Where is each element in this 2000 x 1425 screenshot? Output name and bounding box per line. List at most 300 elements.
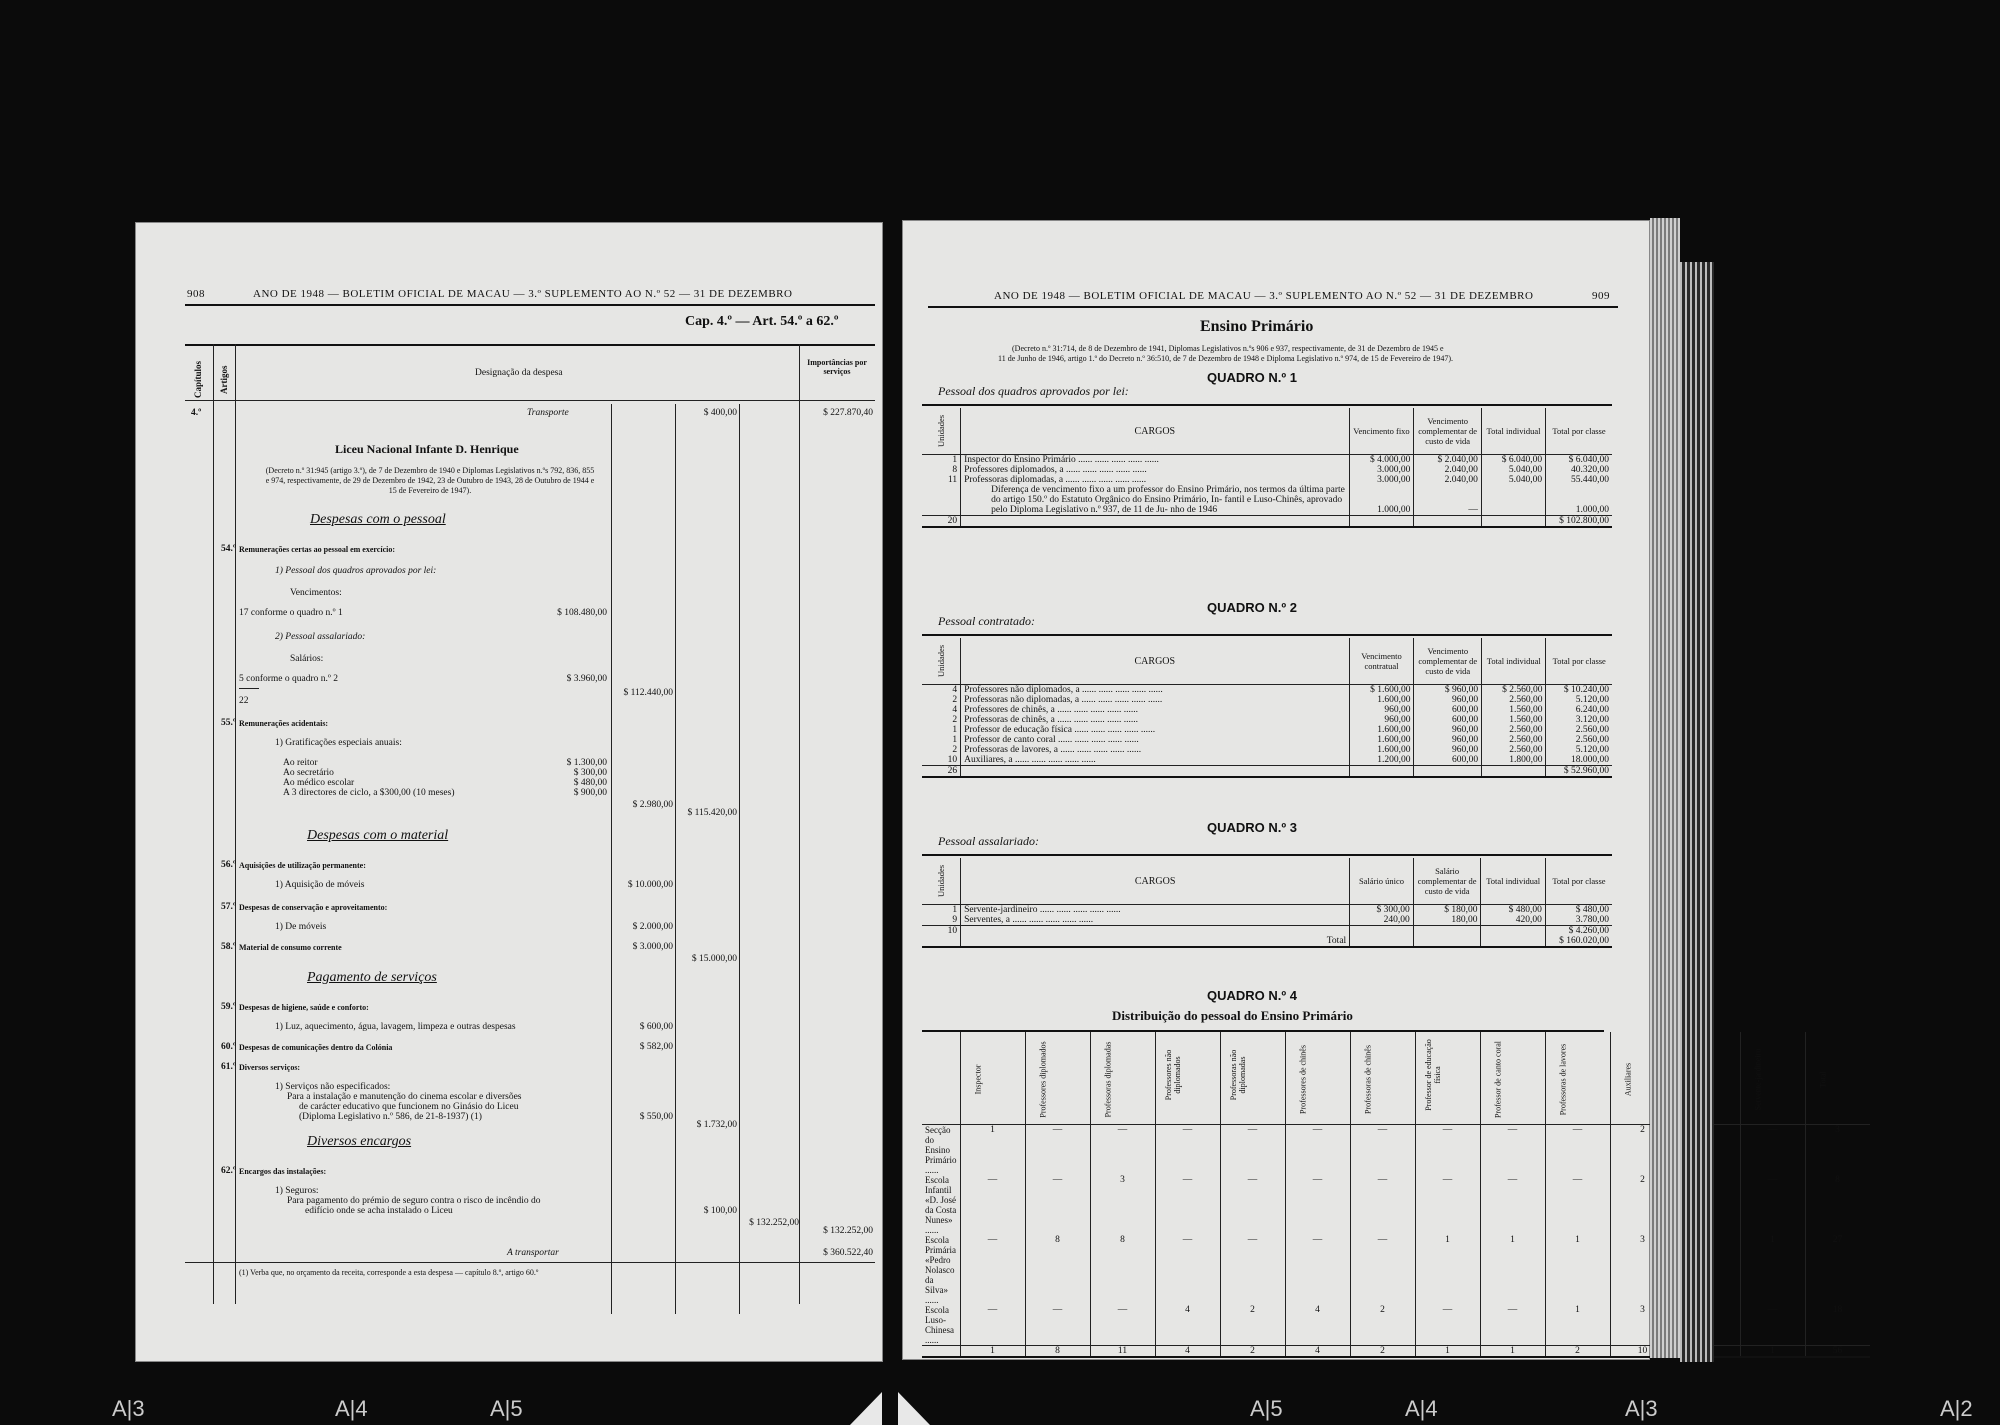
q4-header-label: Professoras de lavores — [1558, 1043, 1567, 1116]
q2-total-cell-0: 26 — [947, 766, 958, 776]
secretario: Ao secretário — [283, 768, 334, 778]
q1-row — [922, 465, 1612, 475]
q2-cell-1: Professores não diplomados, a ...... ...... ...... ...... ...... — [961, 685, 1349, 696]
seguro-value: $ 100,00 — [703, 1206, 737, 1216]
q4-cell-7: — — [1415, 1175, 1480, 1235]
q3-total-cell-3 — [1413, 936, 1481, 947]
q3-header-unidades: Unidades — [936, 864, 947, 898]
q1-header-1: CARGOS — [961, 408, 1349, 455]
q1-cell-1: Professores diplomados, a ...... ...... ...... ...... ...... — [961, 465, 1349, 475]
q1-header-5: Total por classe — [1546, 408, 1612, 455]
q2-title: QUADRO N.º 2 — [1207, 600, 1297, 615]
q2-cell-0: 1 — [952, 735, 958, 745]
art-54-title: Remunerações certas ao pessoal em exercício: — [239, 545, 396, 554]
q3-header-4: Total individual — [1481, 858, 1545, 905]
decree: (Decreto n.º 31:945 (artigo 3.º), de 7 de Dezembro de 1940 e Diplomas Legislativos n.ºs 792, 836, 855 e 974, respectivamente, de 29 de Dezembro de 1942, 23 de Outubro de 1943, 28 de Outubro de 1944 e 15 de Fevereiro de 1947). — [265, 466, 595, 495]
q2-cell-0: 4 — [952, 685, 958, 695]
q4-header-0 — [960, 1032, 1025, 1125]
q3-subtitle: Pessoal assalariado: — [938, 834, 1040, 848]
q2-total-cell-3 — [1414, 766, 1482, 778]
q4-header-label: Professores de chinês — [1298, 1045, 1307, 1114]
q2-cell-2: 1.600,00 — [1349, 725, 1414, 735]
vencimentos: Vencimentos: — [290, 588, 342, 598]
q2-total-cell-2 — [1349, 766, 1414, 778]
q3-header-2: Salário único — [1350, 858, 1414, 905]
q4-header-label: Professoras não diplomadas — [1228, 1049, 1247, 1101]
q4-total-cell-2: 11 — [1090, 1346, 1155, 1358]
film-label: A|5 — [490, 1396, 523, 1421]
salarios: Salários: — [290, 654, 324, 664]
total-material: $ 15.000,00 — [691, 954, 737, 964]
q2-subtitle: Pessoal contratado: — [938, 614, 1035, 628]
q1-cell-2: 3.000,00 — [1349, 475, 1414, 485]
running-header-right: ANO DE 1948 — BOLETIM OFICIAL DE MACAU — 3.º SUPLEMENTO AO N.º 52 — 31 DE DEZEMBRO — [994, 290, 1534, 302]
q2-row — [922, 735, 1612, 745]
col-designacao: Designação da despesa — [475, 368, 563, 378]
q4-total-row — [922, 1346, 1870, 1358]
q4-cell-9: — — [1545, 1175, 1610, 1235]
q3-total-cell-2 — [1350, 936, 1414, 947]
q2-cell-5: 2.560,00 — [1546, 725, 1612, 735]
q4-header-1 — [1025, 1032, 1090, 1125]
q2-cell-4: 1.560,00 — [1482, 705, 1546, 715]
q4-header-label: Inspector — [973, 1064, 982, 1095]
q2-cell-5: 18.000,00 — [1546, 755, 1612, 766]
q2-cell-2: 960,00 — [1349, 715, 1414, 725]
q3-subtotal-cell-5: $ 4.260,00 — [1545, 926, 1612, 937]
q3-total-cell-1: Total — [961, 936, 1350, 947]
seguros: 1) Seguros: — [275, 1186, 319, 1196]
q2-cell-0: 2 — [952, 715, 958, 725]
quadro2-value: $ 3.960,00 — [566, 674, 607, 684]
q4-header-label: Auxiliares — [1623, 1062, 1632, 1097]
art-58: 58.º — [221, 942, 237, 952]
page-number-right: 909 — [1592, 290, 1610, 302]
q3-cell-3: 180,00 — [1413, 915, 1481, 926]
q1-table — [922, 408, 1612, 528]
q2-cell-5: 5.120,00 — [1546, 745, 1612, 755]
q4-cell-12: 1 — [1740, 1235, 1805, 1305]
art-57-title: Despesas de conservação e aproveitamento: — [239, 903, 388, 912]
q1-cell-0: 11 — [947, 475, 958, 485]
q4-total-cell-4: 2 — [1220, 1346, 1285, 1358]
subtotal-54: $ 112.440,00 — [623, 688, 673, 698]
running-header: ANO DE 1948 — BOLETIM OFICIAL DE MACAU — 3.º SUPLEMENTO AO N.º 52 — 31 DE DEZEMBRO — [253, 288, 793, 300]
q3-total-cell-4 — [1481, 936, 1545, 947]
q3-subtotal-cell-2 — [1350, 926, 1414, 937]
chapter-header: Cap. 4.º — Art. 54.º a 62.º — [685, 314, 839, 329]
q2-top-rule — [922, 634, 1612, 636]
servicos-nao-especificados: 1) Serviços não especificados: — [275, 1082, 391, 1092]
q3-subtotal-cell-4 — [1481, 926, 1545, 937]
art-60-value: $ 582,00 — [639, 1042, 673, 1052]
q1-cell-0: 8 — [952, 465, 958, 475]
q1-cell-2: $ 4.000,00 — [1349, 455, 1414, 466]
q1-total-row — [922, 516, 1612, 528]
q2-cell-4: 2.560,00 — [1482, 735, 1546, 745]
q2-cell-3: 600,00 — [1414, 715, 1482, 725]
q4-row — [922, 1305, 1870, 1346]
cinema-value: $ 550,00 — [639, 1112, 673, 1122]
q4-row — [922, 1175, 1870, 1235]
q4-header-12 — [1740, 1032, 1805, 1125]
film-label: A|4 — [335, 1396, 368, 1421]
q2-row — [922, 705, 1612, 715]
q2-cell-2: 1.600,00 — [1349, 735, 1414, 745]
q3-title: QUADRO N.º 3 — [1207, 820, 1297, 835]
q3-cell-5: 3.780,00 — [1545, 915, 1612, 926]
reitor-value: $ 1.300,00 — [566, 758, 607, 768]
q2-header-3: Vencimento complementar de custo de vida — [1414, 638, 1482, 685]
decree-line-2: 11 de Junho de 1946, artigo 1.º do Decreto n.º 36:510, de 7 de Dezembro de 1948 e Diploma Legislativo n.º 974, de 15 de Fevereiro de 1947). — [998, 354, 1454, 363]
q2-cell-0: 2 — [952, 695, 958, 705]
q2-header-0 — [922, 638, 961, 685]
q4-cell-1: — — [1025, 1305, 1090, 1346]
q2-cell-3: $ 960,00 — [1414, 685, 1482, 696]
q2-cell-0: 2 — [952, 745, 958, 755]
page-number: 908 — [187, 288, 205, 300]
q4-cell-6: — — [1350, 1235, 1415, 1305]
q4-total-label — [922, 1346, 960, 1358]
q4-header-label: Servente-jardineiro — [1753, 1048, 1762, 1111]
q2-row — [922, 745, 1612, 755]
q4-cell-5: 4 — [1285, 1305, 1350, 1346]
count-22: 22 — [239, 696, 249, 706]
q4-cell-5: — — [1285, 1125, 1350, 1176]
q4-cell-2: — — [1090, 1305, 1155, 1346]
q2-row — [922, 755, 1612, 766]
q4-cell-7: — — [1415, 1125, 1480, 1176]
q2-cell-1: Professoras não diplomadas, a ...... ...... ...... ...... ...... — [961, 695, 1349, 705]
q2-cell-1: Professoras de lavores, a ...... ...... ...... ...... ...... — [961, 745, 1349, 755]
q1-row — [922, 455, 1612, 466]
q4-header-7 — [1415, 1032, 1480, 1125]
art-59: 59.º — [221, 1002, 237, 1012]
q4-total-cell-3: 4 — [1155, 1346, 1220, 1358]
q1-total-cell-2 — [1349, 516, 1414, 528]
q1-header-4: Total individual — [1481, 408, 1545, 455]
q4-header-5 — [1285, 1032, 1350, 1125]
q2-cell-0: 1 — [952, 725, 958, 735]
q3-total-cell-0 — [922, 936, 961, 947]
decree-line-1: (Decreto n.º 31:714, de 8 de Dezembro de 1941, Diplomas Legislativos n.ºs 906 e 937, respectivamente, de 31 de Dezembro de 1945 e — [1012, 344, 1444, 353]
q2-total-cell-1 — [961, 766, 1349, 778]
q3-header-3: Salário complementar de custo de vida — [1413, 858, 1481, 905]
q4-cell-4: 2 — [1220, 1305, 1285, 1346]
q2-cell-5: 6.240,00 — [1546, 705, 1612, 715]
q3-total-cell-5: $ 160.020,00 — [1545, 936, 1612, 947]
aquisicao-moveis: 1) Aquisição de móveis — [275, 880, 365, 890]
q4-header-label: Professores não diplomados — [1163, 1049, 1182, 1101]
q2-row — [922, 685, 1612, 696]
q4-total-cell-9: 2 — [1545, 1346, 1610, 1358]
q4-header-label: Professoras de chinês — [1363, 1045, 1372, 1114]
q2-cell-0: 10 — [947, 755, 958, 765]
q2-cell-3: 960,00 — [1414, 725, 1482, 735]
q4-total-cell-10: 10 — [1610, 1346, 1675, 1358]
q3-row — [922, 905, 1612, 916]
q3-cell-0: 1 — [952, 905, 958, 915]
col-importancias: Importâncias por serviços — [807, 358, 867, 376]
q4-subtitle: Distribuição do pessoal do Ensino Primário — [1112, 1008, 1353, 1023]
total-liceu: $ 132.252,00 — [749, 1218, 799, 1228]
q4-cell-12: — — [1740, 1125, 1805, 1176]
q1-total-cell-3 — [1414, 516, 1482, 528]
q2-cell-3: 960,00 — [1414, 735, 1482, 745]
section-pessoal: Despesas com o pessoal — [310, 512, 446, 527]
q4-cell-1: — — [1025, 1175, 1090, 1235]
de-moveis-value: $ 2.000,00 — [632, 922, 673, 932]
q2-header-5: Total por classe — [1546, 638, 1612, 685]
q4-header-4 — [1220, 1032, 1285, 1125]
q1-subtitle: Pessoal dos quadros aprovados por lei: — [938, 384, 1129, 398]
col-capitulos: Capítulos — [193, 360, 203, 398]
q1-diff-cell-5: 1.000,00 — [1546, 485, 1612, 516]
q2-cell-5: 2.560,00 — [1546, 735, 1612, 745]
q2-cell-1: Professores de chinês, a ...... ...... ...... ...... ...... — [961, 705, 1349, 715]
q3-cell-2: 240,00 — [1350, 915, 1414, 926]
q1-cell-5: $ 6.040,00 — [1546, 455, 1612, 466]
q1-header-unidades: Unidades — [936, 414, 947, 448]
q2-total-cell-4 — [1482, 766, 1546, 778]
q4-cell-10: 2 — [1610, 1125, 1675, 1176]
section-title: Ensino Primário — [1200, 318, 1314, 335]
luz-agua: 1) Luz, aquecimento, água, lavagem, limpeza e outras despesas — [275, 1022, 516, 1032]
q4-header-13 — [1805, 1032, 1870, 1125]
q4-cell-13: 27 — [1805, 1235, 1870, 1305]
q4-cell-1: 8 — [1025, 1235, 1090, 1305]
film-label: A|4 — [1405, 1396, 1438, 1421]
q4-cell-2: — — [1090, 1125, 1155, 1176]
q4-cell-0: — — [960, 1235, 1025, 1305]
q4-total-cell-8: 1 — [1480, 1346, 1545, 1358]
q1-cell-5: 55.440,00 — [1546, 475, 1612, 485]
q1-top-rule — [922, 404, 1612, 406]
q2-header-unidades: Unidades — [936, 644, 947, 678]
art-61-title: Diversos serviços: — [239, 1063, 301, 1072]
total-pessoal: $ 115.420,00 — [687, 808, 737, 818]
q4-title: QUADRO N.º 4 — [1207, 988, 1297, 1003]
q2-total-row — [922, 766, 1612, 778]
item-quadros: 1) Pessoal dos quadros aprovados por lei: — [275, 566, 437, 576]
q4-row-label: Escola Primária «Pedro Nolasco da Silva» ...... — [925, 1235, 956, 1305]
art-55-title: Remunerações acidentais: — [239, 719, 329, 728]
art-62-title: Encargos das instalações: — [239, 1167, 327, 1176]
q4-cell-0: 1 — [960, 1125, 1025, 1176]
q3-subtotal-cell-3 — [1413, 926, 1481, 937]
q4-cell-6: — — [1350, 1125, 1415, 1176]
q2-cell-4: 1.560,00 — [1482, 715, 1546, 725]
q3-row — [922, 915, 1612, 926]
quadro1-line: 17 conforme o quadro n.º 1 — [239, 608, 343, 618]
aquisicao-moveis-value: $ 10.000,00 — [627, 880, 673, 890]
art-56-title: Aquisições de utilização permanente: — [239, 861, 366, 870]
q1-title: QUADRO N.º 1 — [1207, 370, 1297, 385]
q1-cell-4: 5.040,00 — [1481, 465, 1545, 475]
art-59-title: Despesas de higiene, saúde e conforto: — [239, 1003, 369, 1012]
q4-header-label: Professor de canto coral — [1493, 1040, 1502, 1119]
art-57: 57.º — [221, 902, 237, 912]
q4-cell-12: — — [1740, 1305, 1805, 1346]
q4-row — [922, 1125, 1870, 1176]
q2-cell-2: 1.600,00 — [1349, 745, 1414, 755]
q4-cell-0: — — [960, 1305, 1025, 1346]
art-54: 54.º — [221, 544, 237, 554]
medico-value: $ 480,00 — [573, 778, 607, 788]
q2-cell-2: 1.200,00 — [1349, 755, 1414, 766]
q4-header-9 — [1545, 1032, 1610, 1125]
q3-cell-2: $ 300,00 — [1350, 905, 1414, 916]
q4-row-label: Escola Infantil «D. José da Costa Nunes» ...... — [925, 1175, 957, 1235]
q3-header-0 — [922, 858, 961, 905]
luz-agua-value: $ 600,00 — [639, 1022, 673, 1032]
q4-cell-9: 1 — [1545, 1235, 1610, 1305]
q4-cell-8: 1 — [1480, 1235, 1545, 1305]
q1-total-cell-1 — [961, 516, 1349, 528]
art-60-title: Despesas de comunicações dentro da Colónia — [239, 1043, 393, 1052]
cinema-line-3: (Diploma Legislativo n.º 586, de 21-8-1937) (1) — [299, 1112, 482, 1122]
q1-diff-cell-0 — [922, 485, 961, 516]
art-58-value: $ 3.000,00 — [632, 942, 673, 952]
q4-cell-7: 1 — [1415, 1235, 1480, 1305]
transporte-col3: $ 400,00 — [703, 408, 737, 418]
q4-cell-4: — — [1220, 1125, 1285, 1176]
q3-subtotal-cell-0: 10 — [947, 926, 958, 936]
q4-cell-13: 18 — [1805, 1305, 1870, 1346]
q4-cell-6: 2 — [1350, 1305, 1415, 1346]
art-61: 61.º — [221, 1062, 237, 1072]
q2-cell-2: 1.600,00 — [1349, 695, 1414, 705]
q4-row — [922, 1235, 1870, 1305]
q4-total-cell-6: 2 — [1350, 1346, 1415, 1358]
q4-cell-10: 2 — [1610, 1175, 1675, 1235]
de-moveis: 1) De móveis — [275, 922, 327, 932]
q2-cell-3: 960,00 — [1414, 745, 1482, 755]
seguro-line-2: edifício onde se acha instalado o Liceu — [305, 1206, 453, 1216]
q4-cell-10: 3 — [1610, 1305, 1675, 1346]
q2-header-2: Vencimento contratual — [1349, 638, 1414, 685]
q4-total-cell-7: 1 — [1415, 1346, 1480, 1358]
q1-header-3: Vencimento complementar de custo de vida — [1414, 408, 1482, 455]
q4-cell-12: — — [1740, 1175, 1805, 1235]
q3-cell-0: 9 — [952, 915, 958, 925]
q2-cell-4: 2.560,00 — [1482, 725, 1546, 735]
q2-cell-2: 960,00 — [1349, 705, 1414, 715]
q4-cell-0: — — [960, 1175, 1025, 1235]
q1-cell-1: Professoras diplomadas, a ...... ...... ...... ...... ...... — [961, 475, 1349, 485]
q1-total-cell-4 — [1481, 516, 1545, 528]
q2-header-4: Total individual — [1482, 638, 1546, 685]
page-edges — [1650, 218, 1680, 1358]
transportar-label: A transportar — [507, 1248, 559, 1258]
medico: Ao médico escolar — [283, 778, 355, 788]
art-62: 62.º — [221, 1166, 237, 1176]
q4-header-label: Professor de educação física — [1423, 1039, 1442, 1111]
q3-table — [922, 858, 1612, 948]
q2-cell-0: 4 — [952, 705, 958, 715]
q4-header-2 — [1090, 1032, 1155, 1125]
q4-cell-4: — — [1220, 1175, 1285, 1235]
left-page — [135, 222, 883, 1362]
q4-cell-3: 4 — [1155, 1305, 1220, 1346]
total-servicos: $ 1.732,00 — [696, 1120, 737, 1130]
chapter-no: 4.º — [191, 408, 202, 418]
q1-cell-1: Inspector do Ensino Primário ...... ...... ...... ...... ...... — [961, 455, 1349, 466]
q4-cell-2: 3 — [1090, 1175, 1155, 1235]
q1-cell-4: 5.040,00 — [1481, 475, 1545, 485]
q2-cell-3: 600,00 — [1414, 755, 1482, 766]
q2-cell-4: 2.560,00 — [1482, 695, 1546, 705]
q4-cell-8: — — [1480, 1175, 1545, 1235]
q4-header-6 — [1350, 1032, 1415, 1125]
q4-cell-8: — — [1480, 1305, 1545, 1346]
q1-cell-3: $ 2.040,00 — [1414, 455, 1482, 466]
q4-cell-9: 1 — [1545, 1305, 1610, 1346]
q4-cell-3: — — [1155, 1235, 1220, 1305]
page-edges-dark — [1680, 262, 1714, 1362]
q3-subtotal-row — [922, 926, 1612, 937]
cinema-line-2: de carácter educativo que funcionem no Ginásio do Liceu — [299, 1102, 519, 1112]
section-material: Despesas com o material — [307, 828, 449, 843]
q1-cell-5: 40.320,00 — [1546, 465, 1612, 475]
q4-cell-13: 3 — [1805, 1125, 1870, 1176]
q2-cell-2: $ 1.600,00 — [1349, 685, 1414, 696]
art-60: 60.º — [221, 1042, 237, 1052]
q2-cell-1: Professoras de chinês, a ...... ...... ...... ...... ...... — [961, 715, 1349, 725]
q1-diff-cell-4 — [1481, 485, 1545, 516]
q4-row-label: Secção do Ensino Primário ...... — [925, 1125, 957, 1175]
q4-cell-5: — — [1285, 1175, 1350, 1235]
q4-cell-2: 8 — [1090, 1235, 1155, 1305]
art-56: 56.º — [221, 860, 237, 870]
q1-diff-cell-3: — — [1414, 485, 1482, 516]
q2-cell-1: Professor de canto coral ...... ...... ...... ...... ...... — [961, 735, 1349, 745]
transportar-value: $ 360.522,40 — [823, 1248, 873, 1258]
q1-cell-4: $ 6.040,00 — [1481, 455, 1545, 466]
q1-cell-3: 2.040,00 — [1414, 475, 1482, 485]
q3-total-row — [922, 936, 1612, 947]
q2-cell-1: Professor de educação física ...... ...... ...... ...... ...... — [961, 725, 1349, 735]
transporte-label: Transporte — [527, 408, 569, 418]
q1-total-cell-0: 20 — [947, 516, 958, 526]
subtotal-55: $ 2.980,00 — [632, 800, 673, 810]
q4-cell-9: — — [1545, 1125, 1610, 1176]
q4-cell-6: — — [1350, 1175, 1415, 1235]
q2-row — [922, 715, 1612, 725]
q4-header-8 — [1480, 1032, 1545, 1125]
q4-total-cell-1: 8 — [1025, 1346, 1090, 1358]
q4-header-blank — [922, 1032, 960, 1125]
gratificacoes: 1) Gratificações especiais anuais: — [275, 738, 402, 748]
q4-cell-5: — — [1285, 1235, 1350, 1305]
q3-header-1: CARGOS — [961, 858, 1350, 905]
q4-header-label: Professores diplomados — [1038, 1041, 1047, 1118]
q2-cell-5: 3.120,00 — [1546, 715, 1612, 725]
q4-cell-3: — — [1155, 1175, 1220, 1235]
q3-subtotal-cell-1 — [961, 926, 1350, 937]
film-label: A|5 — [1250, 1396, 1283, 1421]
q3-cell-4: $ 480,00 — [1481, 905, 1545, 916]
q3-cell-1: Serventes, a ...... ...... ...... ...... ...... — [961, 915, 1350, 926]
q1-header-2: Vencimento fixo — [1349, 408, 1414, 455]
q4-cell-13: 8 — [1805, 1175, 1870, 1235]
q1-header-0 — [922, 408, 961, 455]
q2-cell-4: $ 2.560,00 — [1482, 685, 1546, 696]
q1-total-cell-5: $ 102.800,00 — [1546, 516, 1612, 528]
q2-cell-5: 5.120,00 — [1546, 695, 1612, 705]
art-58-title: Material de consumo corrente — [239, 943, 342, 952]
q3-cell-3: $ 180,00 — [1413, 905, 1481, 916]
